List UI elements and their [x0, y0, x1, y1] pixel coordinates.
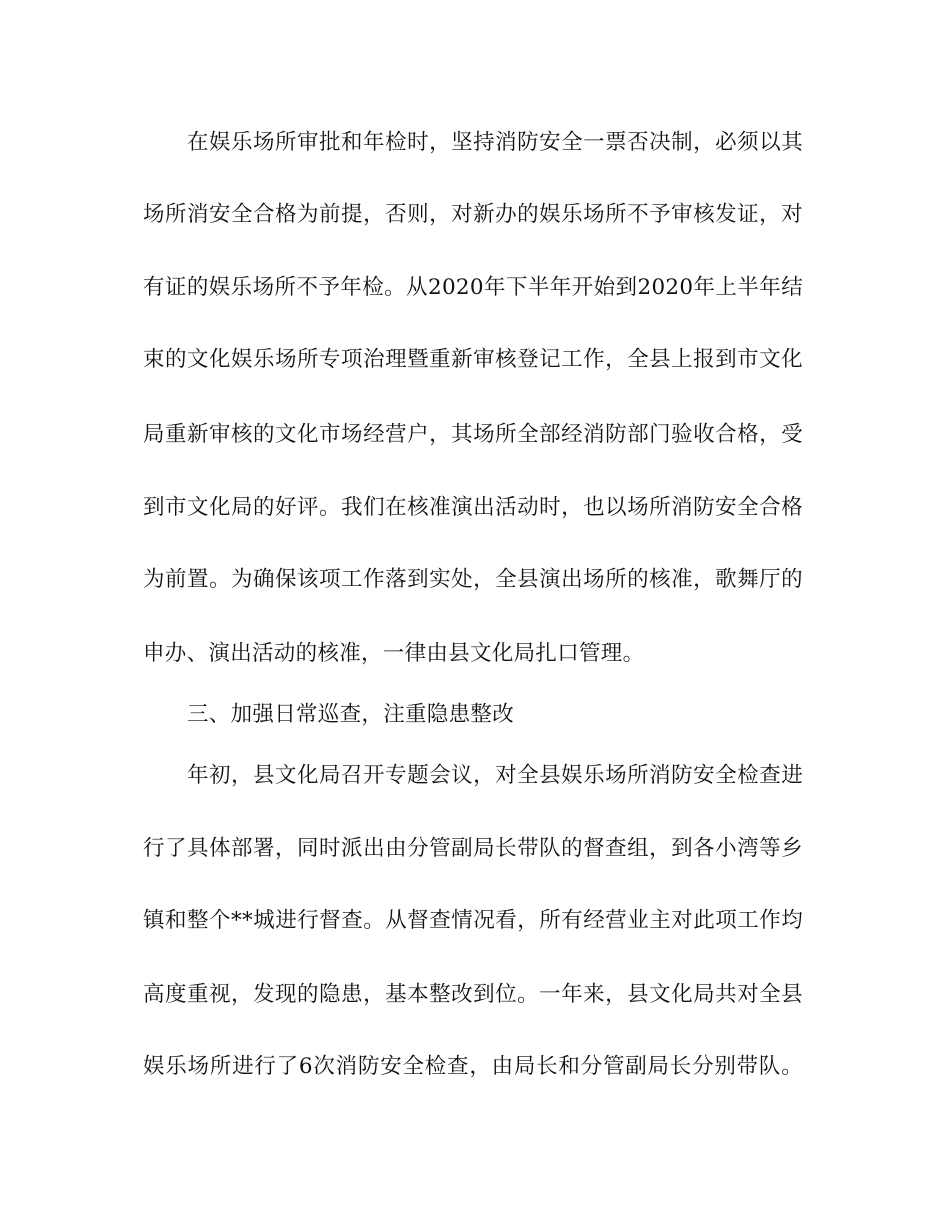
- paragraph-line: 娱乐场所进行了6次消防安全检查，由局长和分管副局长分别带队。: [143, 1054, 803, 1079]
- section-heading: 三、加强日常巡查，注重隐患整改: [187, 702, 515, 727]
- paragraph-line: 镇和整个**城进行督查。从督查情况看，所有经营业主对此项工作均: [143, 908, 803, 933]
- paragraph-line: 申办、演出活动的核准，一律由县文化局扎口管理。: [143, 641, 645, 666]
- paragraph-line: 场所消安全合格为前提，否则，对新办的娱乐场所不予审核发证，对: [143, 202, 803, 227]
- paragraph-line: 高度重视，发现的隐患，基本整改到位。一年来，县文化局共对全县: [143, 982, 803, 1007]
- paragraph-line: 到市文化局的好评。我们在核准演出活动时，也以场所消防安全合格: [143, 495, 803, 520]
- paragraph-line: 有证的娱乐场所不予年检。从2020年下半年开始到2020年上半年结: [143, 275, 803, 300]
- paragraph-line: 年初，县文化局召开专题会议，对全县娱乐场所消防安全检查进: [187, 763, 803, 788]
- paragraph-line: 在娱乐场所审批和年检时，坚持消防安全一票否决制，必须以其: [187, 130, 803, 155]
- paragraph-line: 行了具体部署，同时派出由分管副局长带队的督查组，到各小湾等乡: [143, 836, 803, 861]
- paragraph-line: 束的文化娱乐场所专项治理暨重新审核登记工作，全县上报到市文化: [143, 347, 803, 372]
- paragraph-line: 局重新审核的文化市场经营户，其场所全部经消防部门验收合格，受: [143, 422, 803, 447]
- paragraph-line: 为前置。为确保该项工作落到实处，全县演出场所的核准，歌舞厅的: [143, 567, 803, 592]
